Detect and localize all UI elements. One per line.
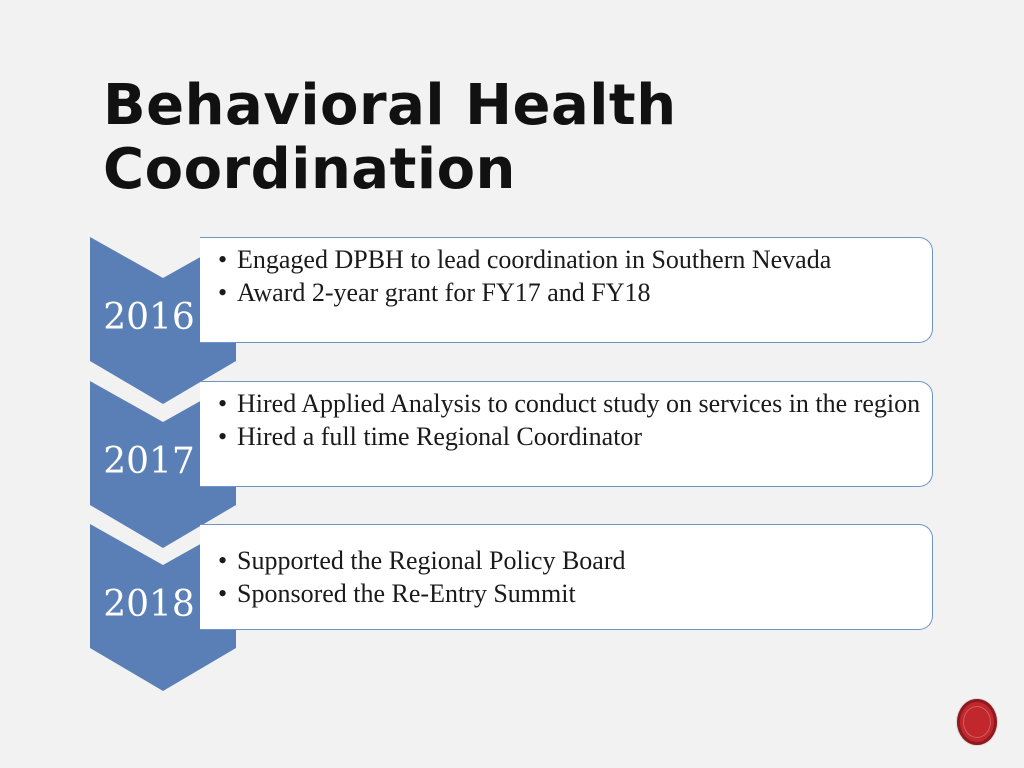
bullet-item (214, 423, 926, 451)
slide-nav-button[interactable] (957, 699, 997, 745)
year-label: 2017 (103, 441, 195, 482)
bullet-text: Award 2-year grant for FY17 and FY18 (237, 278, 651, 307)
bullet-card (200, 524, 933, 630)
bullet-text: Engaged DPBH to lead coordination in Southern Nevada (237, 245, 832, 274)
bullet-icon: • (218, 389, 228, 418)
circle-button-icon (963, 706, 991, 738)
slide-title (103, 74, 677, 202)
slide-title-line1: Behavioral Health (103, 73, 677, 138)
bullet-icon: • (218, 422, 228, 451)
bullet-list (214, 390, 926, 451)
bullet-card (200, 237, 933, 343)
year-label: 2016 (103, 297, 195, 338)
bullet-text: Hired a full time Regional Coordinator (237, 422, 643, 451)
bullet-list (214, 547, 926, 608)
bullet-text: Sponsored the Re-Entry Summit (237, 579, 576, 608)
bullet-text: Supported the Regional Policy Board (237, 546, 626, 575)
bullet-icon: • (218, 278, 228, 307)
bullet-icon: • (218, 579, 228, 608)
year-label: 2018 (103, 584, 195, 625)
bullet-item (214, 580, 926, 608)
bullet-item (214, 246, 926, 274)
timeline-row-2018 (90, 524, 935, 694)
bullet-text: Hired Applied Analysis to conduct study on services in the region (237, 389, 921, 418)
bullet-item (214, 390, 926, 418)
bullet-item (214, 279, 926, 307)
slide-title-line2: Coordination (103, 137, 516, 202)
bullet-icon: • (218, 245, 228, 274)
bullet-item (214, 547, 926, 575)
bullet-list (214, 246, 926, 307)
bullet-icon: • (218, 546, 228, 575)
bullet-card (200, 381, 933, 487)
